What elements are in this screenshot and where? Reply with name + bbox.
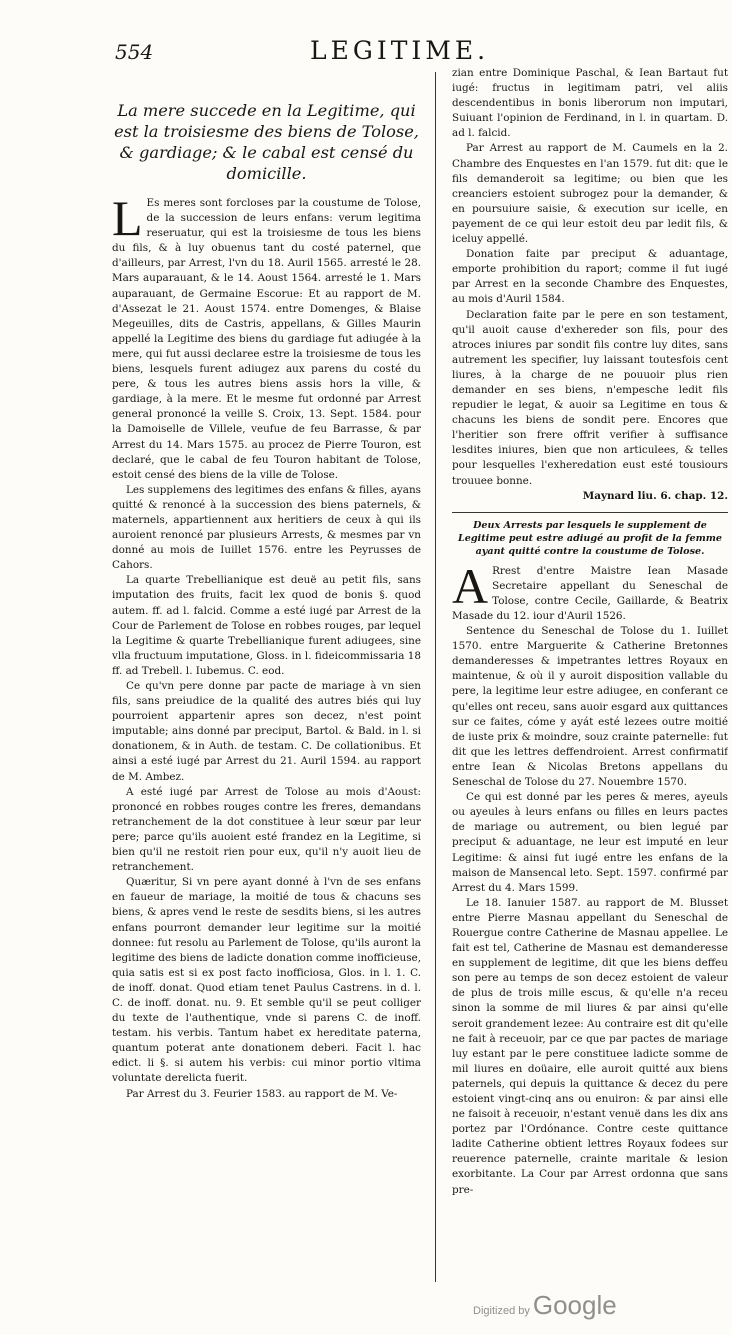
left-paragraph-3: La quarte Trebellianique est deuë au petit fils, sans imputation des fruits, facit lex quod de bonis §. quod autem. ff. ad l. falcid. Comme a esté iugé par Arrest de la Cour de Parlement de Tolose en robbes rouges, par lequel la Legitime & quarte Trebellianique furent adiugees, sine vlla fructuum imputatione, Gloss. in l. fideicommissaria 18 ff. ad Trebell. l. Iubemus. C. eod. [112,574,421,677]
drop-cap-a: A [452,557,489,614]
section-rule [452,512,728,513]
right-paragraph-5 [452,557,728,624]
drop-cap-l: L [112,190,143,246]
left-column [112,96,421,1316]
page-number: 554 [115,40,154,64]
right-paragraph-3: Donation faite par preciput & aduantage, emporte prohibition du raport; comme il fut iugé par Arrest en la seconde Chambre des Enquestes, au mois d'Auril 1584. [452,248,728,306]
left-paragraph-5: A esté iugé par Arrest de Tolose au mois d'Aoust: prononcé en robbes rouges contre les freres, demandans retranchement de la dot constituee à leur sœur par leur pere; parce qu'ils auoient esté frandez en la Legitime, si bien qu'il ne restoit rien pour eux, qu'il n'y auoit lieu de retranchement. [112,785,421,874]
left-paragraph-6: Quæritur, Si vn pere ayant donné à l'vn de ses enfans en faueur de mariage, la moitié de tous & chacuns ses biens, & apres vend le reste de sesdits biens, si les autres enfans pourront demander leur legitime sur la moitié donnee: fut resolu au Parlement de Tolose, qu'ils auront la legitime des biens de ladicte donation comme inofficieuse, quia satis est si ex post facto inofficiosa, Glos. in l. 1. C. de inoff. donat. Quod etiam tenet Paulus Castrens. in d. l. C. de inoff. donat. nu. 9. Et semble qu'il se peut colliger du texte de l'authentique, vnde si parens C. de inoff. testam. his verbis. Tantum habet ex hereditate paterna, quantum poterat ante donationem deberi. Facit l. hac edict. li §. si autem his verbis: cui minor portio vltima voluntate derelicta fuerit. [112,876,421,1085]
left-paragraph-1-text: Es meres sont forcloses par la coustume de Tolose, de la succession de leurs enfans: verum legitima reseruatur, qui est la troisiesme de tous les biens du fils, & à luy obuenus tant du costé paternel, que d'ailleurs, par Arrest, l'vn du 18. Auril 1565. arresté le 28. Mars auparauant, & le 14. Aoust 1564. arresté le 1. Mars auparauant, de Germaine Escorue: Et au rapport de M. d'Assezat le 21. Aoust 1574. entre Domenges, & Blaise Megeuilles, dits de Castris, appellans, & Gilles Maurin appellé la Legitime des biens du gardiage fut adiugée à la mere, qui fut aussi declaree estre la troisiesme de tous les biens, lesquels furent adiugez aux parens du costé du pere, & tous les autres biens assis hors la ville, & gardiage, à la mere. Et le mesme fut ordonné par Arrest general prononcé la veille S. Croix, 13. Sept. 1584. pour la Damoiselle de Villele, veufue de feu Barrasse, & par Arrest du 14. Mars 1575. au procez de Pierre Touron, est declaré, que le cabal de feu Touron habitant de Tolose, estoit censé des biens de la ville de Tolose. [112,197,421,481]
column-divider [435,72,436,1282]
citation: Maynard liu. 6. chap. 12. [582,489,728,502]
digitized-by-label: Digitized by [473,1305,530,1317]
right-column [452,66,728,1284]
right-paragraph-8: Le 18. Ianuier 1587. au rapport de M. Blusset entre Pierre Masnau appellant du Seneschal de Rouergue contre Catherine de Masnau appellee. Le fait est tel, Catherine de Masnau est demanderesse en supplement de legitime, dit que les biens deffeu son pere au temps de son decez estoient de valeur de plus de trois mille escus, & qu'elle n'a receu sinon la somme de mil liures & par ainsi qu'elle seroit grandement lezee: Au contraire est dit qu'elle ne fait à receuoir, par ce que par pactes de mariage luy estant par le pere constituee ladicte somme de mil liures en doüaire, elle auroit quitté aux biens paternels, qui depuis la quittance & decez du pere estoient vingt-cinq ans ou enuiron: & par ainsi elle ne faisoit à receuoir, n'estant venuë dans les dix ans portez par l'Ordónance. Contre ceste quittance ladite Catherine obtient lettres Royaux fodees sur reuerence paternelle, crainte maritale & lesion exorbitante. La Cour par Arrest ordonna que sans pre- [452,896,728,1196]
running-head: LEGITIME. [310,36,490,65]
right-paragraph-6: Sentence du Seneschal de Tolose du 1. Iuillet 1570. entre Marguerite & Catherine Bretonnes demanderesses & impetrantes lettres Royaux en maintenue, & où il y auroit disposition vallable du pere, la legitime leur estre adiugee, en conferant ce qu'elles ont receu, sans auoir esgard aux quittances sur ce faites, cóme y ayát esté lezees outre moitié de iuste prix & moindre, souz crainte paternelle: fut dit que les lettres deffendroient. Arrest confirmatif entre Iean & Nicolas Bretons appellans du Seneschal de Tolose du 27. Nouembre 1570. [452,625,728,789]
left-section-title: La mere succede en la Legitime, qui est la troisiesme des biens de Tolose, & gardiage; & le cabal est censé du domicille. [114,101,419,183]
right-paragraph-1: zian entre Dominique Paschal, & Iean Bartaut fut iugé: fructus in legitimam patri, vel aliis descendentibus in bonis liberorum non imputari, Suiuant l'opinion de Ferdinand, in l. in quartam. D. ad l. falcid. [452,67,728,140]
left-paragraph-1 [112,190,421,483]
right-paragraph-5-text: Rrest d'entre Maistre Iean Masade Secretaire appellant du Seneschal de Tolose, contre Cecile, Gaillarde, & Beatrix Masade du 12. iour d'Auril 1526. [452,564,728,622]
digitized-by-google-watermark [473,1290,617,1321]
right-paragraph-4: Declaration faite par le pere en son testament, qu'il auoit cause d'exhereder son fils, pour des atroces iniures par sondit fils contre luy dites, sans autrement les specifier, luy laissant toutesfois cent liures, à la charge de ne pouuoir plus rien demander en ses biens, n'empesche ledit fils repudier le legat, & auoir sa Legitime en tous & chacuns les biens de sondit pere. Encores que l'heritier son frere offrit verifier à suffisance lesdites iniures, bien que non articulees, & telles pour lesquelles l'exheredation eust esté tousiours trouuee bonne. [452,308,728,487]
left-paragraph-2: Les supplemens des legitimes des enfans & filles, ayans quitté & renoncé à la succession des biens paternels, & maternels, appartiennent aux heritiers de ceux à qui ils auroient renoncé par plusieurs Arrests, & mesmes par vn donné au mois de Iuillet 1576. entre les Peyrusses de Cahors. [112,483,421,572]
left-paragraph-7: Par Arrest du 3. Feurier 1583. au rapport de M. Ve- [126,1087,398,1100]
google-logo-text: Google [532,1290,617,1320]
right-section-title: Deux Arrests par lesquels le supplement de Legitime peut estre adiugé au profit de la femme ayant quitté contre la coustume de Tolose. [458,519,722,557]
left-paragraph-4: Ce qu'vn pere donne par pacte de mariage à vn sien fils, sans preiudice de la qualité des autres biés qui luy pourroient appartenir apres son decez, n'est point imputable; ains donné par preciput, Bartol. & Bald. in l. si donationem, & in Auth. de testam. C. De collationibus. Et ainsi a esté iugé par Arrest du 21. Auril 1594. au rapport de M. Ambez. [112,680,421,783]
right-paragraph-2: Par Arrest au rapport de M. Caumels en la 2. Chambre des Enquestes en l'an 1579. fut dit: que le fils demanderoit sa legitime; ou bien que les creanciers estoient subrogez pour la demander, & en poursuiure saisie, & execution sur icelle, en payement de ce qui leur estoit deu par ledit fils, & iceluy appellé. [452,142,728,246]
right-paragraph-7: Ce qui est donné par les peres & meres, ayeuls ou ayeules à leurs enfans ou filles en leurs pactes de mariage ou autrement, ou bien legué par preciput & aduantage, ne leur est imputé en leur Legitime: & ainsi fut iugé entre les enfans de la maison de Mansencal leto. Sept. 1597. confirmé par Arrest du 4. Mars 1599. [452,791,728,894]
